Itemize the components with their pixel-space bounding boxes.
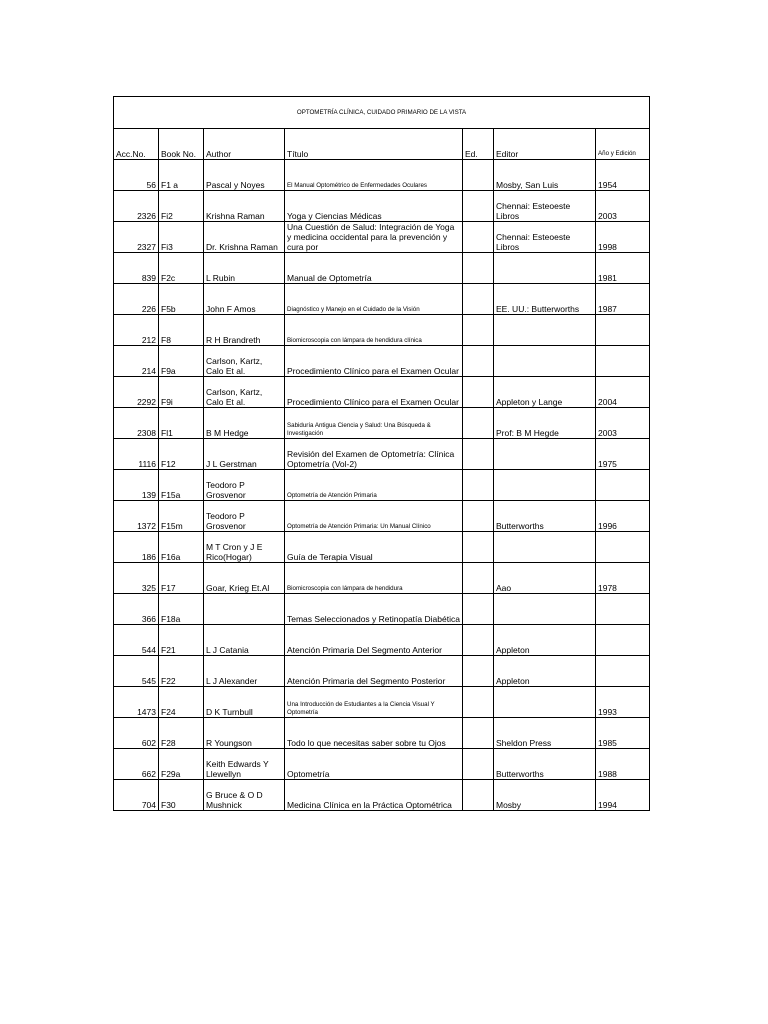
table-row [114,191,650,222]
cell-editor [494,687,596,718]
cell-ed [463,160,494,191]
cell-acc-no: 545 [114,656,159,687]
table-row [114,594,650,625]
cell-editor [494,346,596,377]
cell-ed [463,222,494,253]
table-row [114,718,650,749]
cell-acc-no: 186 [114,532,159,563]
cell-book-no: F16a [159,532,204,563]
cell-year: 1994 [596,780,650,811]
cell-year: 1988 [596,749,650,780]
header-titulo: Título [285,129,463,160]
cell-author: L Rubin [204,253,285,284]
table-row [114,470,650,501]
cell-author: Carlson, Kartz, Calo Et al. [204,346,285,377]
cell-year: 1996 [596,501,650,532]
cell-titulo: Biomicroscopia con lámpara de hendidura [285,563,463,594]
cell-acc-no: 56 [114,160,159,191]
book-table [113,96,650,811]
cell-editor: Appleton [494,625,596,656]
cell-book-no: F28 [159,718,204,749]
cell-editor: EE. UU.: Butterworths [494,284,596,315]
cell-book-no: F8 [159,315,204,346]
cell-titulo: Optometría de Atención Primaria [285,470,463,501]
table-row [114,408,650,439]
cell-author [204,594,285,625]
cell-author: Carlson, Kartz, Calo Et al. [204,377,285,408]
table-row [114,749,650,780]
cell-ed [463,656,494,687]
cell-ed [463,780,494,811]
cell-book-no: F22 [159,656,204,687]
cell-acc-no: 2308 [114,408,159,439]
cell-editor: Aao [494,563,596,594]
cell-editor: Chennai: Esteoeste Libros [494,191,596,222]
cell-titulo: Procedimiento Clínico para el Examen Ocular [285,377,463,408]
cell-author: M T Cron y J E Rico(Hogar) [204,532,285,563]
table-row [114,563,650,594]
cell-acc-no: 544 [114,625,159,656]
cell-author: Teodoro P Grosvenor [204,470,285,501]
cell-acc-no: 1116 [114,439,159,470]
cell-titulo: Una Cuestión de Salud: Integración de Yoga y medicina occidental para la prevención y cura por [285,222,463,253]
cell-author: J L Gerstman [204,439,285,470]
cell-editor: Mosby, San Luis [494,160,596,191]
cell-acc-no: 366 [114,594,159,625]
cell-book-no: F12 [159,439,204,470]
cell-titulo: El Manual Optométrico de Enfermedades Oculares [285,160,463,191]
cell-book-no: F9i [159,377,204,408]
cell-editor [494,532,596,563]
table-row [114,315,650,346]
cell-ed [463,594,494,625]
cell-year [596,532,650,563]
cell-editor: Butterworths [494,501,596,532]
header-author: Author [204,129,285,160]
cell-book-no: Fi3 [159,222,204,253]
cell-year: 1954 [596,160,650,191]
table-row [114,532,650,563]
cell-editor: Appleton [494,656,596,687]
cell-titulo: Temas Seleccionados y Retinopatía Diabética [285,594,463,625]
cell-titulo: Yoga y Ciencias Médicas [285,191,463,222]
cell-year [596,656,650,687]
cell-book-no: F17 [159,563,204,594]
cell-titulo: Medicina Clínica en la Práctica Optométrica [285,780,463,811]
table-row [114,439,650,470]
table-title: OPTOMETRÍA CLÍNICA, CUIDADO PRIMARIO DE LA VISTA [114,97,650,129]
cell-acc-no: 2327 [114,222,159,253]
cell-editor [494,470,596,501]
cell-author: Pascal y Noyes [204,160,285,191]
table-row [114,687,650,718]
cell-titulo: Atención Primaria Del Segmento Anterior [285,625,463,656]
cell-titulo: Procedimiento Clínico para el Examen Ocular [285,346,463,377]
cell-year: 1978 [596,563,650,594]
cell-author: Dr. Krishna Raman [204,222,285,253]
cell-ed [463,191,494,222]
cell-acc-no: 839 [114,253,159,284]
cell-editor: Butterworths [494,749,596,780]
cell-book-no: F15a [159,470,204,501]
table-row [114,284,650,315]
cell-ed [463,687,494,718]
table-row [114,780,650,811]
cell-book-no: F5b [159,284,204,315]
cell-acc-no: 212 [114,315,159,346]
cell-ed [463,625,494,656]
cell-ed [463,315,494,346]
cell-year: 2003 [596,408,650,439]
cell-author: B M Hedge [204,408,285,439]
header-year: Año y Edición [596,129,650,160]
cell-year [596,346,650,377]
cell-year: 1998 [596,222,650,253]
cell-ed [463,346,494,377]
cell-acc-no: 704 [114,780,159,811]
cell-book-no: F21 [159,625,204,656]
cell-ed [463,501,494,532]
cell-editor: Sheldon Press [494,718,596,749]
table-row [114,253,650,284]
cell-acc-no: 602 [114,718,159,749]
cell-titulo: Biomicroscopia con lámpara de hendidura clínica [285,315,463,346]
cell-acc-no: 2326 [114,191,159,222]
cell-author: John F Amos [204,284,285,315]
cell-year [596,315,650,346]
cell-year: 1993 [596,687,650,718]
cell-year: 1981 [596,253,650,284]
cell-author: L J Catania [204,625,285,656]
cell-acc-no: 226 [114,284,159,315]
table-row [114,656,650,687]
cell-ed [463,284,494,315]
cell-author: Keith Edwards Y Llewellyn [204,749,285,780]
cell-author: R H Brandreth [204,315,285,346]
table-row [114,222,650,253]
header-ed: Ed. [463,129,494,160]
cell-year: 2004 [596,377,650,408]
cell-author: Goar, Krieg Et.Al [204,563,285,594]
cell-titulo: Revisión del Examen de Optometría: Clínica Optometría (Vol-2) [285,439,463,470]
cell-editor: Chennai: Esteoeste Libros [494,222,596,253]
table-row [114,501,650,532]
table-row [114,346,650,377]
cell-editor: Mosby [494,780,596,811]
table-row [114,377,650,408]
cell-year [596,594,650,625]
cell-ed [463,253,494,284]
cell-acc-no: 139 [114,470,159,501]
cell-author: D K Turnbull [204,687,285,718]
cell-editor: Appleton y Lange [494,377,596,408]
table-row [114,625,650,656]
cell-ed [463,532,494,563]
cell-year: 1985 [596,718,650,749]
cell-book-no: F18a [159,594,204,625]
cell-titulo: Todo lo que necesitas saber sobre tu Ojos [285,718,463,749]
cell-ed [463,563,494,594]
cell-book-no: F9a [159,346,204,377]
cell-author: G Bruce & O D Mushnick [204,780,285,811]
cell-editor: Prof: B M Hegde [494,408,596,439]
cell-acc-no: 214 [114,346,159,377]
cell-year: 1975 [596,439,650,470]
cell-book-no: F15m [159,501,204,532]
cell-acc-no: 325 [114,563,159,594]
cell-acc-no: 2292 [114,377,159,408]
cell-book-no: F2c [159,253,204,284]
cell-titulo: Diagnóstico y Manejo en el Cuidado de la Visión [285,284,463,315]
cell-book-no: F29a [159,749,204,780]
cell-titulo: Sabiduría Antigua Ciencia y Salud: Una Búsqueda & Investigación [285,408,463,439]
cell-author: Krishna Raman [204,191,285,222]
cell-editor [494,315,596,346]
cell-book-no: F30 [159,780,204,811]
cell-acc-no: 1473 [114,687,159,718]
header-editor: Editor [494,129,596,160]
cell-author: Teodoro P Grosvenor [204,501,285,532]
cell-ed [463,470,494,501]
cell-book-no: Fi2 [159,191,204,222]
cell-titulo: Guía de Terapia Visual [285,532,463,563]
cell-year: 1987 [596,284,650,315]
cell-editor [494,594,596,625]
cell-ed [463,377,494,408]
cell-editor [494,253,596,284]
cell-titulo: Manual de Optometría [285,253,463,284]
header-book-no: Book No. [159,129,204,160]
cell-book-no: F1 a [159,160,204,191]
cell-titulo: Atención Primaria del Segmento Posterior [285,656,463,687]
cell-book-no: F24 [159,687,204,718]
cell-author: R Youngson [204,718,285,749]
cell-ed [463,408,494,439]
cell-year [596,470,650,501]
cell-ed [463,749,494,780]
cell-acc-no: 1372 [114,501,159,532]
cell-titulo: Una Introducción de Estudiantes a la Ciencia Visual Y Optometría [285,687,463,718]
header-acc-no: Acc.No. [114,129,159,160]
cell-ed [463,718,494,749]
cell-acc-no: 662 [114,749,159,780]
cell-author: L J Alexander [204,656,285,687]
cell-year [596,625,650,656]
header-row [114,129,650,160]
cell-year: 2003 [596,191,650,222]
cell-editor [494,439,596,470]
cell-titulo: Optometría [285,749,463,780]
cell-titulo: Optometría de Atención Primaria: Un Manual Clínico [285,501,463,532]
cell-book-no: Fl1 [159,408,204,439]
cell-ed [463,439,494,470]
table-row [114,160,650,191]
